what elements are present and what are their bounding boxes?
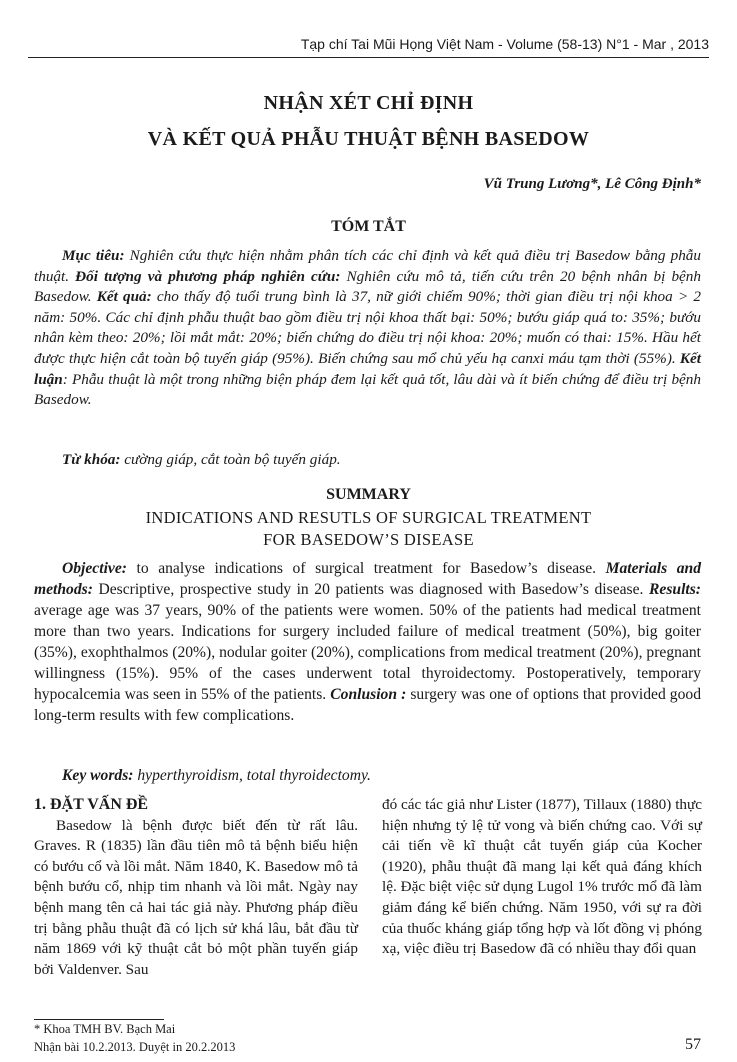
keywords-en <box>62 767 371 785</box>
methods-label-vi: Đối tượng và phương pháp nghiên cứu: <box>75 267 341 285</box>
journal-header: Tạp chí Tai Mũi Họng Việt Nam - Volume (58-13) N°1 - Mar , 2013 <box>300 36 709 52</box>
body-paragraph-left: Basedow là bệnh được biết đến từ rất lâu. Graves. R (1835) lần đầu tiên mô tả bệnh biểu hiện có bướu cổ và lồi mắt. Năm 1840, K. Basedow mô tả bệnh bướu cổ, nhịp tim nhanh và lồi mắt. Ngày nay bệnh mang tên cả hai tác giả này. Phương pháp điều trị bằng phẫu thuật đã có lịch sử khá lâu, bắt đầu từ năm 1869 với kỹ thuật cắt bỏ một phần tuyến giáp bởi Valdenver. Sau <box>34 816 358 978</box>
abstract-vi-heading: TÓM TẮT <box>331 218 406 235</box>
results-text-en: average age was 37 years, 90% of the patients were women. 50% of the patients had medical treatment more than two years. Indications for surgery included failure of medical treatment (50%), big goiter (35%), exophthalmos (20%), nodular goiter (20%), complications from medical treatment (20%), pregnant willingness (15%). 95% of the cases underwent total thyroidectomy. Postoperatively, temporary hypocalcemia was seen in 55% of the patients. <box>34 602 701 703</box>
header-rule <box>28 57 709 58</box>
body-paragraph-right: đó các tác giả như Lister (1877), Tillaux (1880) thực hiện nhưng tỷ lệ tử vong và biến chứng cao. Với sự cải tiến về kĩ thuật cắt tuyến giáp của Kocher (1920), phẫu thuật đã mang lại kết quả đáng khích lệ. Đặc biệt việc sử dụng Lugol 1% trước mổ đã làm giảm đáng kể biến chứng. Năm 1950, với sự ra đời của thuốc kháng giáp tổng hợp và lốt đồng vị phóng xạ, việc điều trị Basedow đã có nhiều thay đổi quan <box>382 796 702 958</box>
results-text-vi: cho thấy độ tuổi trung bình là 37, nữ giới chiếm 90%; thời gian điều trị nội khoa > 2 năm: 50%. Các chỉ định phẫu thuật bao gồm điều trị nội khoa thất bại: 50%; bướu giáp quá to: 35%; bướu nhân kèm theo: 20%; lồi mắt mắt: 20%; biến chứng do điều trị nội khoa: 20%; muốn có thai: 15%. Hầu hết được thực hiện cắt toàn bộ tuyến giáp (95%). Biến chứng sau mổ chủ yếu hạ canxi máu tạm thời (55%). <box>34 288 701 367</box>
summary-title-line-1: INDICATIONS AND RESUTLS OF SURGICAL TREATMENT <box>145 508 592 527</box>
keywords-text-en: hyperthyroidism, total thyroidectomy. <box>133 767 371 784</box>
objective-label-en: Objective: <box>62 560 127 577</box>
keywords-label-vi: Từ khóa: <box>62 451 121 468</box>
objective-text-en: to analyse indications of surgical treatment for Basedow’s disease. <box>126 560 606 577</box>
conclusion-label-en: Conlusion : <box>330 686 407 703</box>
summary-heading: SUMMARY <box>326 486 411 503</box>
abstract-vi <box>34 246 701 411</box>
conclusion-label-vi: Kết luận <box>34 349 701 388</box>
page-number: 57 <box>685 1036 701 1053</box>
section-heading: 1. ĐẶT VẤN ĐỀ <box>34 796 149 813</box>
footnote-rule <box>34 1019 164 1020</box>
methods-text-en: Descriptive, prospective study in 20 patients was diagnosed with Basedow’s disease. <box>92 581 649 598</box>
conclusion-text-en: surgery was one of options that provided good long-term results with few complications. <box>34 686 701 724</box>
body-column-right <box>382 795 702 960</box>
results-label-en: Results: <box>649 581 701 598</box>
keywords-text-vi: cường giáp, cắt toàn bộ tuyến giáp. <box>120 451 341 468</box>
conclusion-text-vi: : Phẫu thuật là một trong những biện pháp đem lại kết quả tốt, lâu dài và ít biến chứng để điều trị bệnh Basedow. <box>34 370 701 409</box>
abstract-vi-paragraph <box>34 246 701 411</box>
keywords-vi <box>62 451 341 469</box>
article-title-line-1: NHẬN XÉT CHỈ ĐỊNH <box>263 92 474 114</box>
results-label-vi: Kết quả: <box>96 288 152 306</box>
objective-label-vi: Mục tiêu: <box>62 247 125 264</box>
body-column-left <box>34 795 358 980</box>
abstract-en-paragraph <box>34 558 701 726</box>
keywords-label-en: Key words: <box>62 767 134 784</box>
footnote-dates: Nhận bài 10.2.2013. Duyệt in 20.2.2013 <box>34 1040 236 1054</box>
abstract-en <box>34 558 701 726</box>
article-title-line-2: VÀ KẾT QUẢ PHẪU THUẬT BỆNH BASEDOW <box>147 128 590 150</box>
summary-title-line-2: FOR BASEDOW’S DISEASE <box>263 530 474 549</box>
objective-text-vi: Nghiên cứu thực hiện nhằm phân tích các chỉ định và kết quả điều trị Basedow bằng phẫu thuật. <box>34 247 701 285</box>
methods-text-vi: Nghiên cứu mô tả, tiến cứu trên 20 bệnh nhân bị bệnh Basedow. <box>34 267 701 306</box>
authors: Vũ Trung Lương*, Lê Công Định* <box>483 176 701 192</box>
footnote-affiliation: * Khoa TMH BV. Bạch Mai <box>34 1022 176 1036</box>
methods-label-en: Materials and methods: <box>34 560 701 598</box>
